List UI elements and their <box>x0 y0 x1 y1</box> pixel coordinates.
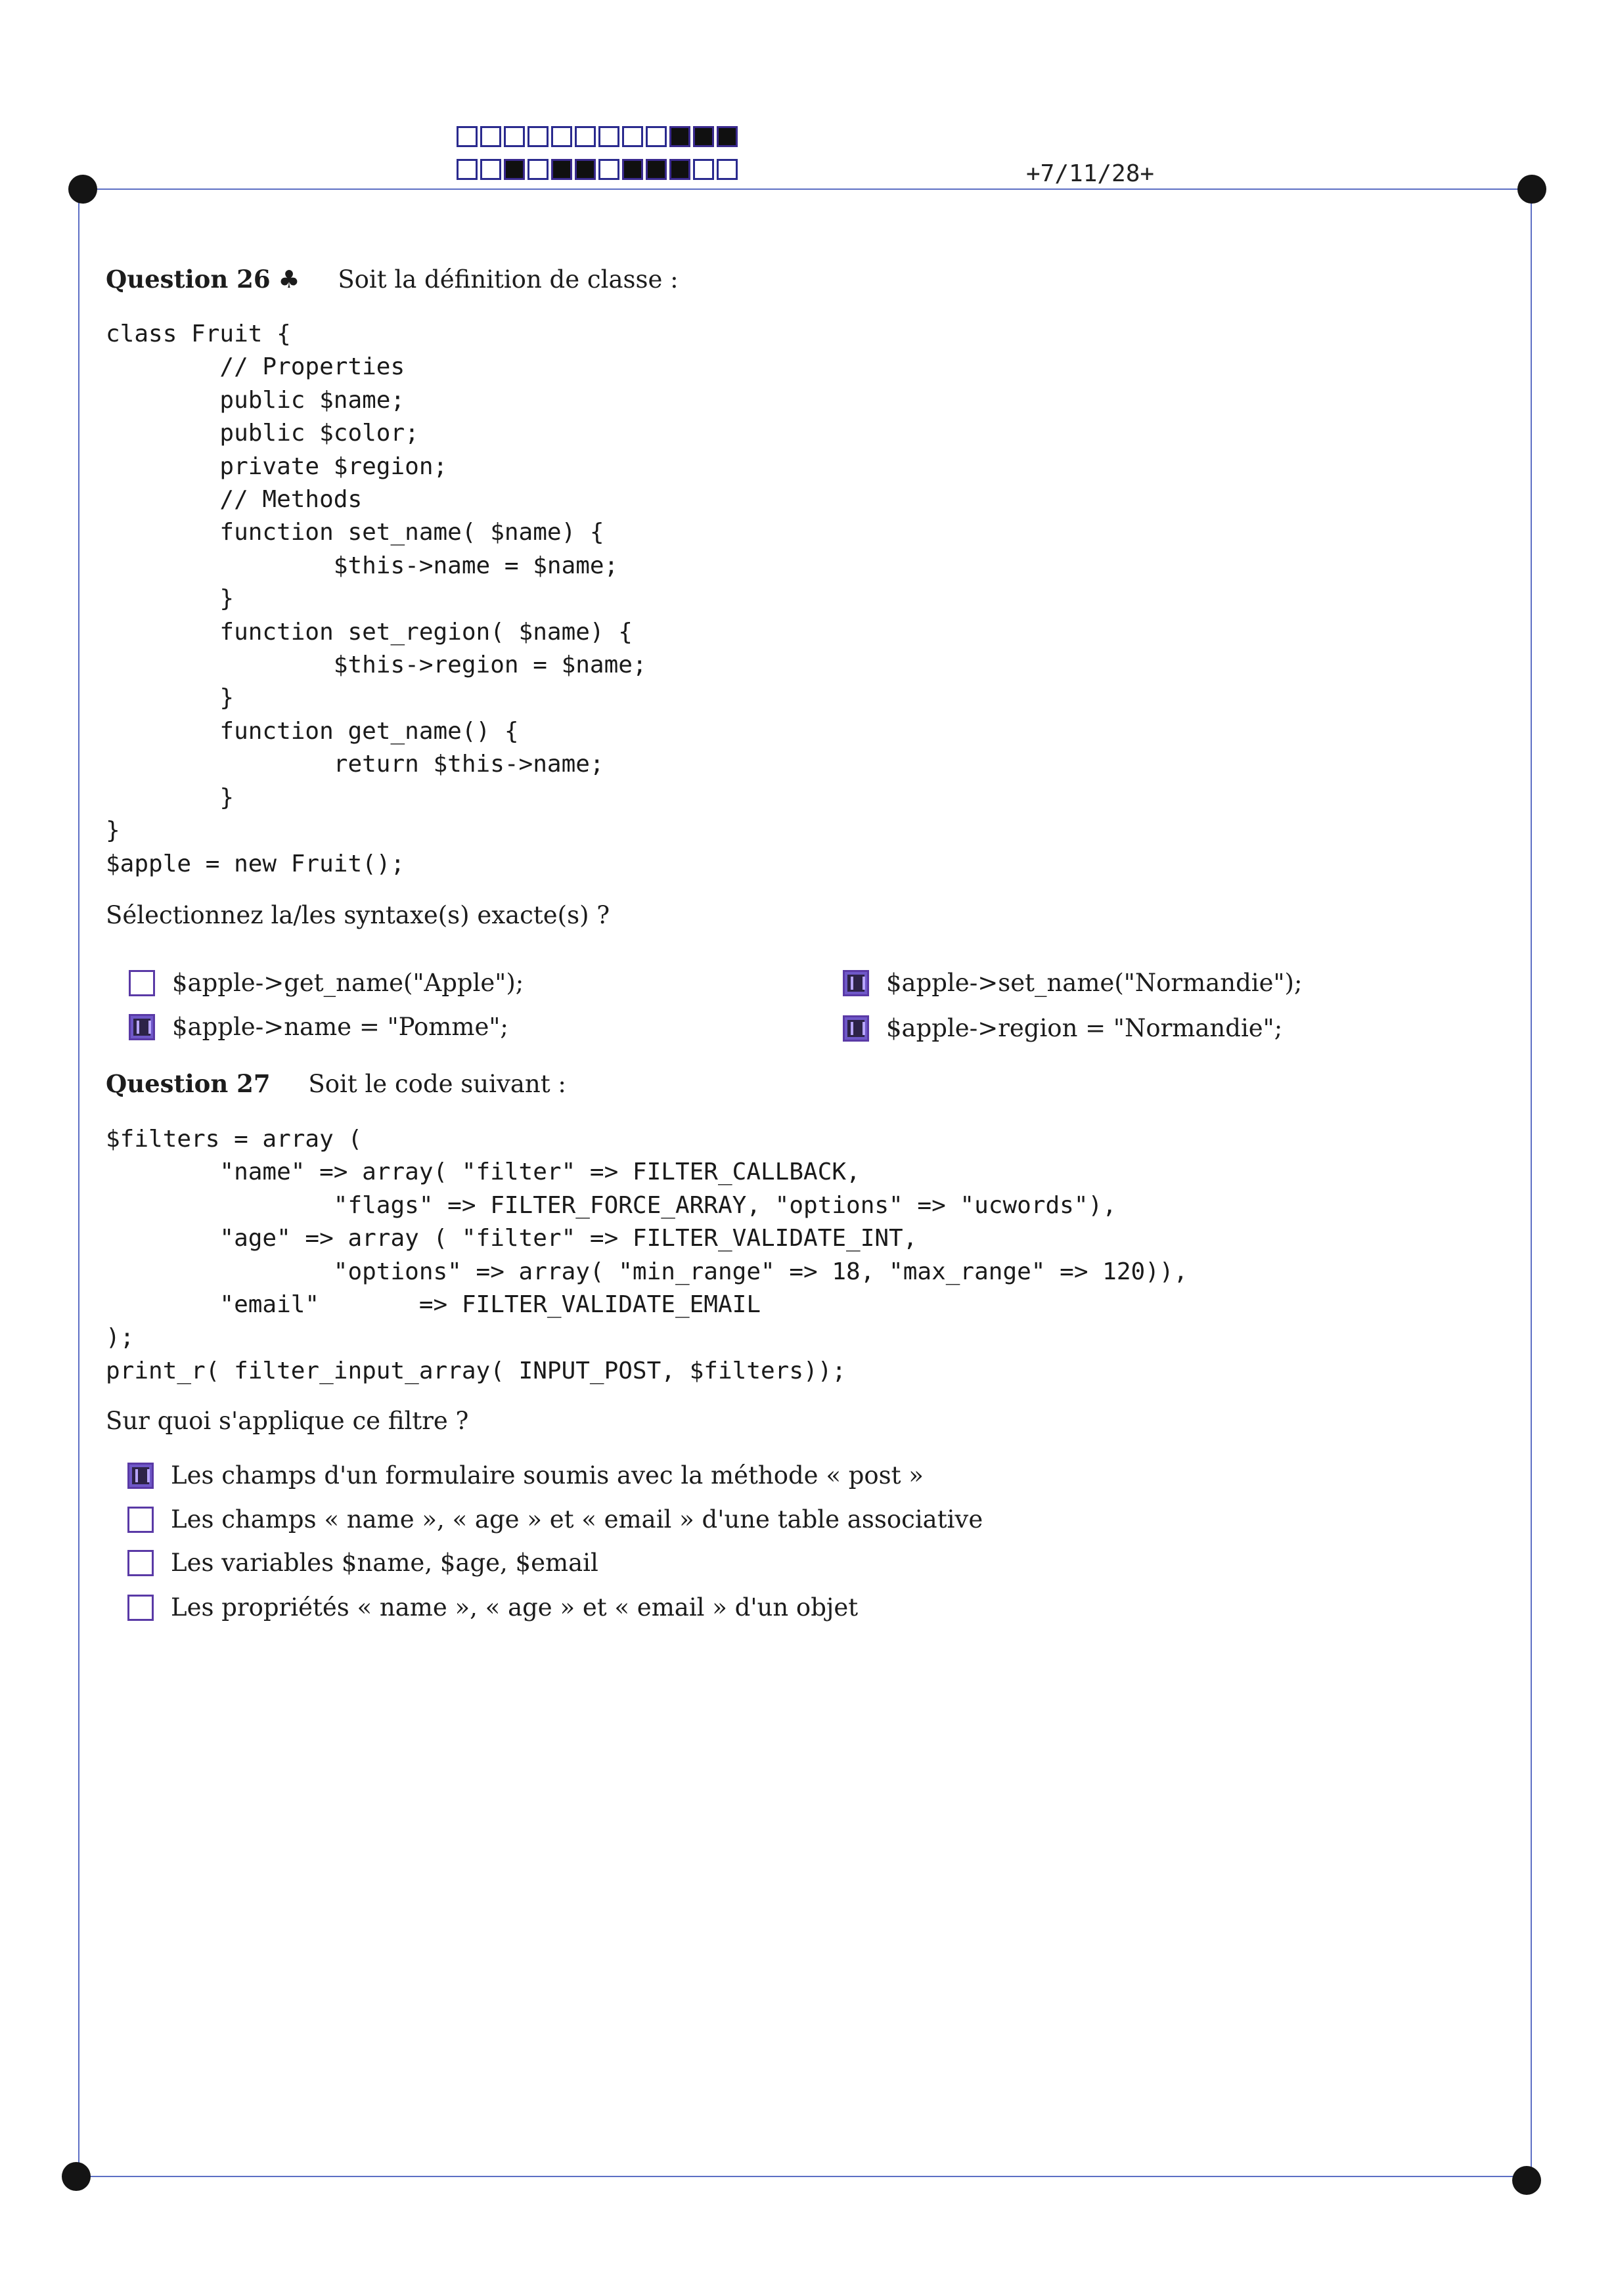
checkbox[interactable] <box>127 1463 154 1489</box>
checkbox[interactable] <box>127 1595 154 1621</box>
corner-mark-bottom-left <box>62 2162 91 2191</box>
question-26-header <box>106 265 679 294</box>
code-cell <box>622 126 643 147</box>
corner-mark-top-right <box>1517 175 1546 204</box>
code-cell <box>504 126 525 147</box>
question-26-text: Soit la définition de classe : <box>338 265 679 294</box>
code-cell <box>527 159 549 180</box>
q26-option-2[interactable] <box>129 1013 508 1041</box>
code-cell <box>504 159 525 180</box>
option-label: $apple->set_name("Normandie"); <box>886 969 1303 997</box>
code-cell <box>646 126 667 147</box>
code-cell <box>551 126 572 147</box>
code-cell <box>693 126 714 147</box>
code-cell <box>457 126 478 147</box>
question-27-code: $filters = array ( "name" => array( "filter" => FILTER_CALLBACK, "flags" => FILTER_FORCE_ARRAY, "options" => "ucwords"), "age" => array ( "filter" => FILTER_VALIDATE_INT, "options" => array( "min_range" => 18, "max_range" => 120)), "email" => FILTER_VALIDATE_EMAIL ); print_r( filter_input_array( INPUT_POST, $filters)); <box>106 1126 1188 1384</box>
corner-mark-top-left <box>68 175 97 204</box>
question-27-text: Soit le code suivant : <box>308 1070 566 1098</box>
code-cell <box>669 126 690 147</box>
code-cell <box>598 159 619 180</box>
code-cell <box>527 126 549 147</box>
code-cell <box>717 159 738 180</box>
id-code-row-1 <box>457 126 740 147</box>
q27-option-2[interactable] <box>127 1505 983 1534</box>
checkbox[interactable] <box>843 970 869 996</box>
code-cell <box>480 159 501 180</box>
q26-option-1[interactable] <box>129 969 524 997</box>
checkbox[interactable] <box>129 970 155 996</box>
corner-mark-bottom-right <box>1512 2166 1541 2195</box>
page-id: +7/11/28+ <box>1026 160 1155 187</box>
option-label: Les propriétés « name », « age » et « email » d'un objet <box>171 1593 859 1622</box>
code-cell <box>457 159 478 180</box>
question-27-prompt: Sur quoi s'applique ce filtre ? <box>106 1407 469 1435</box>
code-cell <box>598 126 619 147</box>
option-label: Les champs « name », « age » et « email » d'une table associative <box>171 1505 983 1534</box>
checkbox[interactable] <box>129 1014 155 1040</box>
question-26-code: class Fruit { // Properties public $name; public $color; private $region; // Methods function set_name( $name) { $this->name = $name; } function set_region( $name) { $this->region = $name; } function get_name() { return $this->name; } } $apple = new Fruit(); <box>106 320 647 877</box>
q27-option-3[interactable] <box>127 1549 598 1577</box>
q27-option-1[interactable] <box>127 1461 924 1490</box>
code-cell <box>575 159 596 180</box>
option-label: $apple->region = "Normandie"; <box>886 1014 1283 1042</box>
option-label: Les champs d'un formulaire soumis avec la méthode « post » <box>171 1461 924 1490</box>
question-26-prompt: Sélectionnez la/les syntaxe(s) exacte(s) ? <box>106 901 610 929</box>
frame-top-line <box>83 188 1532 190</box>
question-26-number: Question 26 <box>106 265 271 294</box>
club-icon: ♣ <box>278 265 300 294</box>
checkbox[interactable] <box>127 1507 154 1533</box>
id-code-row-2 <box>457 159 740 180</box>
q26-option-3[interactable] <box>843 969 1302 997</box>
frame-bottom-line <box>76 2176 1527 2177</box>
code-cell <box>551 159 572 180</box>
code-cell <box>480 126 501 147</box>
question-27-header <box>106 1069 566 1098</box>
code-cell <box>717 126 738 147</box>
code-cell <box>646 159 667 180</box>
q26-option-4[interactable] <box>843 1014 1282 1042</box>
code-cell <box>669 159 690 180</box>
frame-left-line <box>78 188 79 2177</box>
code-cell <box>575 126 596 147</box>
code-cell <box>693 159 714 180</box>
option-label: $apple->name = "Pomme"; <box>172 1013 508 1041</box>
checkbox[interactable] <box>127 1550 154 1576</box>
question-27-number: Question 27 <box>106 1069 271 1098</box>
checkbox[interactable] <box>843 1015 869 1042</box>
option-label: Les variables $name, $age, $email <box>171 1549 598 1577</box>
option-label: $apple->get_name("Apple"); <box>172 969 524 997</box>
frame-right-line <box>1531 188 1532 2178</box>
q27-option-4[interactable] <box>127 1593 858 1622</box>
code-cell <box>622 159 643 180</box>
